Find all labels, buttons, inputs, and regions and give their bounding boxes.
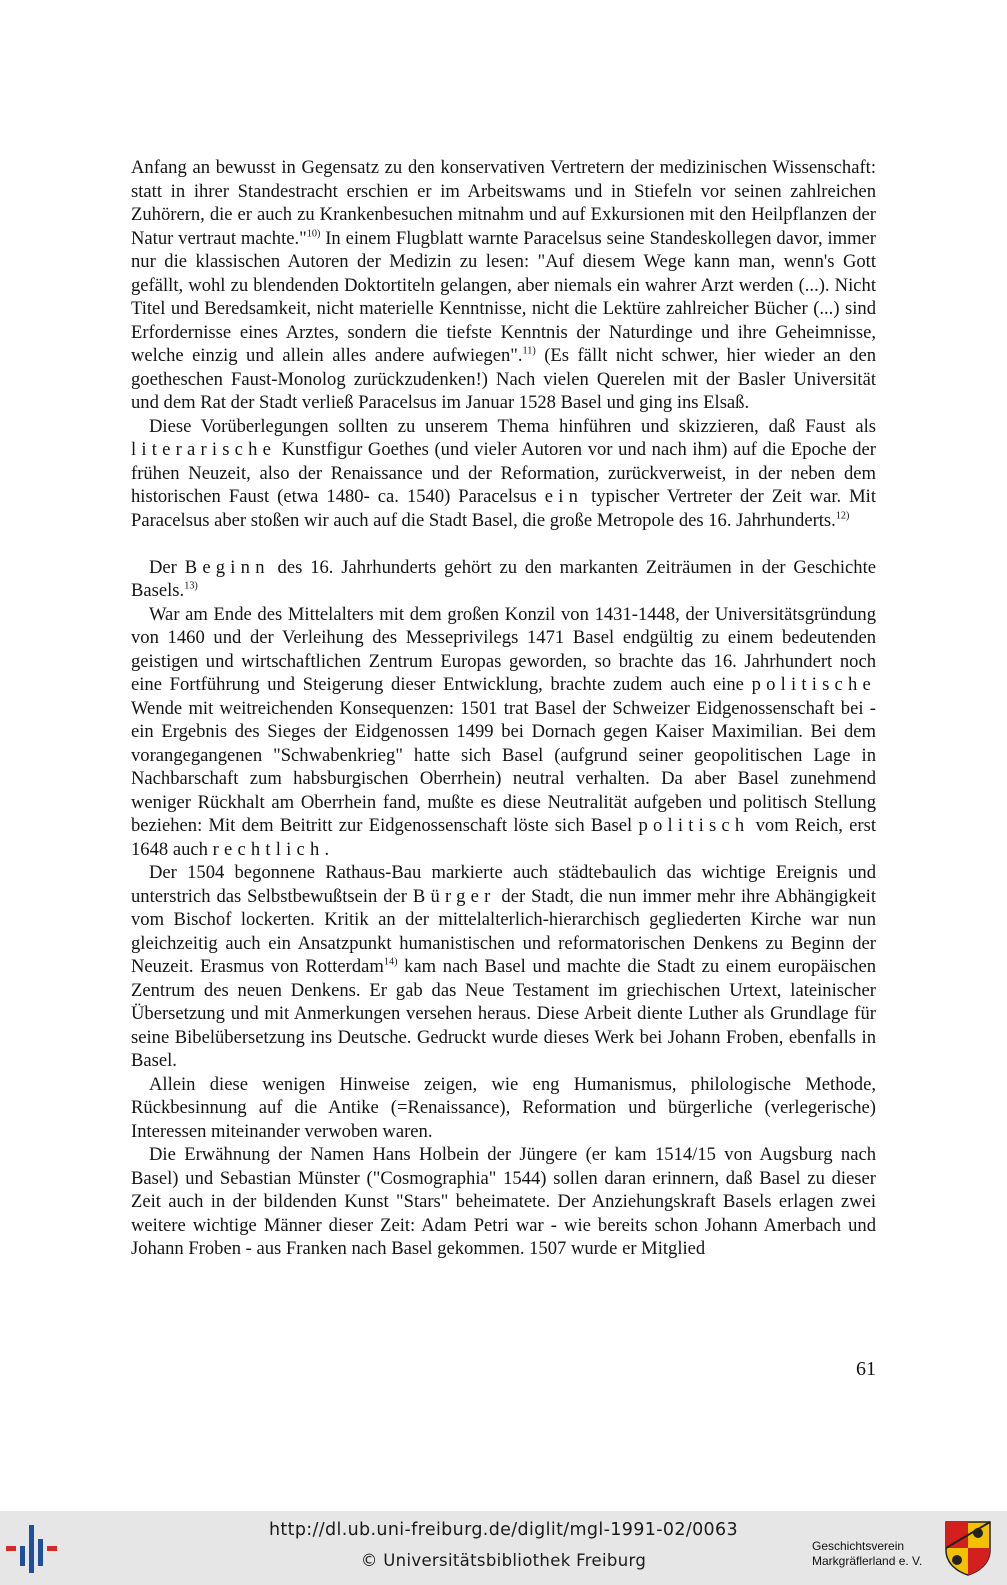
text-run: . [324, 838, 330, 860]
spaced-emphasis: literarische [131, 439, 277, 460]
footer-copyright: © Universitätsbibliothek Freiburg [360, 1551, 647, 1570]
text-run: kam nach Basel und machte die Stadt zu einem europäischen Zentrum des neuen Denkens. Er gab das Neue Testament im griechischen Urtext, lateinischer Übersetzung und mit Anmerkungen versehen heraus. Diese Arbeit diente Luther als Grundlage für seine Bibelübersetzung ins Deutsche. Gedruckt wurde dieses Werk bei Johann Froben, ebenfalls in Basel. [131, 956, 876, 1071]
spaced-emphasis: Beginn [184, 556, 270, 578]
coat-of-arms-icon [944, 1520, 992, 1576]
text-run: typischer Vertreter der Zeit war. Mit Paracelsus aber stoßen wir auch auf die Stadt Basel, die große Metropole des 16. Jahrhunderts. [131, 486, 876, 531]
text-run: vom Reich, erst 1648 auch [131, 815, 876, 860]
text-run: Der 1504 begonnene Rathaus-Bau markierte auch städtebaulich das wichtige Ereignis und unterstrich das Selbstbewußtsein der [131, 862, 876, 907]
paragraph [131, 556, 876, 603]
paragraph [131, 603, 876, 862]
paragraph [131, 156, 876, 415]
text-run: Der [149, 556, 185, 578]
footer-url[interactable]: http://dl.ub.uni-freiburg.de/diglit/mgl-1991-02/0063 [268, 1520, 739, 1540]
paragraph [131, 1143, 876, 1261]
spaced-emphasis: ein [544, 486, 584, 507]
spaced-emphasis: politische [751, 674, 876, 695]
text-run: Anfang an bewusst in Gegensatz zu den konservativen Vertretern der medizinischen Wissenschaft: statt in ihrer Standestracht erschien er im Arbeitswams und in Stiefeln vor seinen zahlreichen Zuhörern, die er auch zu Krankenbesuchen mitnahm und auf Exkursionen mit den Heilpflanzen der Natur vertraut machte." [131, 157, 876, 249]
text-run: Wende mit weitreichenden Konsequenzen: 1501 trat Basel der Schweizer Eidgenossenschaft bei - ein Ergebnis des Sieges der Eidgenossen 1499 bei Dornach gegen Kaiser Maximilian. Bei dem vorangegangenen "Schwabenkrieg" hatte sich Basel (aufgrund seiner geopolitischen Lage in Nachbarschaft zum habsburgischen Oberrhein) neutral verhalten. Da aber Basel zunehmend weniger Rückhalt am Oberrhein fand, mußte es diese Neutralität aufgeben und politisch Stellung beziehen: Mit dem Beitritt zur Eidgenossenschaft löste sich Basel [131, 697, 876, 836]
text-run: War am Ende des Mittelalters mit dem großen Konzil von 1431-1448, der Universitätsgründung von 1460 und der Verleihung des Messeprivilegs 1471 Basel endgültig zu einem bedeutenden geistigen und wirtschaftlichen Zentrum Europas geworden, so brachte das 16. Jahrhundert noch eine Fortführung und Steigerung dieser Entwicklung, brachte zudem auch eine [131, 603, 876, 695]
footer-bar [0, 1511, 1007, 1585]
footnote-marker: 10) [306, 227, 321, 239]
text-run: (Es fällt nicht schwer, hier wieder an den goetheschen Faust-Monolog zurückzudenken!) Nach vielen Querelen mit der Basler Universität und dem Rat der Stadt verließ Paracelsus im Januar 1528 Basel und ging ins Elsaß. [131, 345, 876, 413]
spaced-emphasis: Bürger [412, 885, 496, 907]
footnote-marker: 11) [522, 345, 536, 357]
text-run: Diese Vorüberlegungen sollten zu unserem Thema hinführen und skizzieren, daß Faust als [149, 415, 876, 437]
spaced-emphasis: politisch [638, 815, 750, 836]
paragraph [131, 1073, 876, 1144]
society-name-line-2: Markgräflerland e. V. [812, 1554, 923, 1568]
text-run: Die Erwähnung der Namen Hans Holbein der Jüngere (er kam 1514/15 von Augsburg nach Basel) und Sebastian Münster ("Cosmographia" 1544) sollen daran erinnern, daß Basel zu dieser Zeit auch in der bildenden Kunst "Stars" beheimatete. Der Anziehungskraft Basels erlagen zwei weitere wichtige Männer dieser Zeit: Adam Petri war - wie bereits schon Johann Amerbach und Johann Froben - aus Franken nach Basel gekommen. 1507 wurde er Mitglied [131, 1144, 876, 1259]
society-name [812, 1539, 922, 1569]
footnote-marker: 13) [184, 580, 198, 592]
page-number: 61 [856, 1358, 876, 1380]
paragraph [131, 861, 876, 1073]
footnote-marker: 12) [835, 509, 850, 521]
text-run: des 16. Jahrhunderts gehört zu den markanten Zeiträumen in der Geschichte Basels. [131, 556, 876, 601]
society-name-line-1: Geschichtsverein [812, 1539, 905, 1553]
text-run: In einem Flugblatt warnte Paracelsus seine Standeskollegen davor, immer nur die klassischen Autoren der Medizin zu lesen: "Auf diesem Wege kann man, wenn's Gott gefällt, wohl zu blendenden Doktortiteln gelangen, aber niemals ein wahrer Arzt werden (...). Nicht Titel und Beredsamkeit, nicht materielle Kenntnisse, nicht die Lektüre zahlreicher Bücher (...) sind Erfordernisse eines Arztes, sondern die tiefste Kenntnis der Naturdinge und ihre Geheimnisse, welche einzig und allein alles andere aufwiegen". [131, 227, 876, 366]
text-run: Allein diese wenigen Hinweise zeigen, wie eng Humanismus, philologische Methode, Rückbesinnung auf die Antike (=Renaissance), Reformation und bürgerliche (verlegerische) Interessen miteinander verwoben waren. [131, 1073, 876, 1142]
text-run: der Stadt, die nun immer mehr ihre Abhängigkeit vom Bischof lockerten. Kritik an der mittelalterlich-hierarchisch gegliederten Kirche war nun gleichzeitig auch ein Ansatzpunkt humanistischen und reformatorischen Denkens zu Beginn der Neuzeit. Erasmus von Rotterdam [131, 885, 876, 977]
footnote-marker: 14) [383, 956, 398, 968]
body-text [131, 156, 876, 1261]
text-run: Kunstfigur Goethes (und vieler Autoren vor und nach ihm) auf die Epoche der frühen Neuzeit, also der Renaissance und der Reformation, zurückverweist, in der neben dem historischen Faust (etwa 1480- ca. 1540) Paracelsus [131, 439, 876, 507]
paragraph [131, 415, 876, 533]
spaced-emphasis: rechtlich [212, 838, 325, 860]
